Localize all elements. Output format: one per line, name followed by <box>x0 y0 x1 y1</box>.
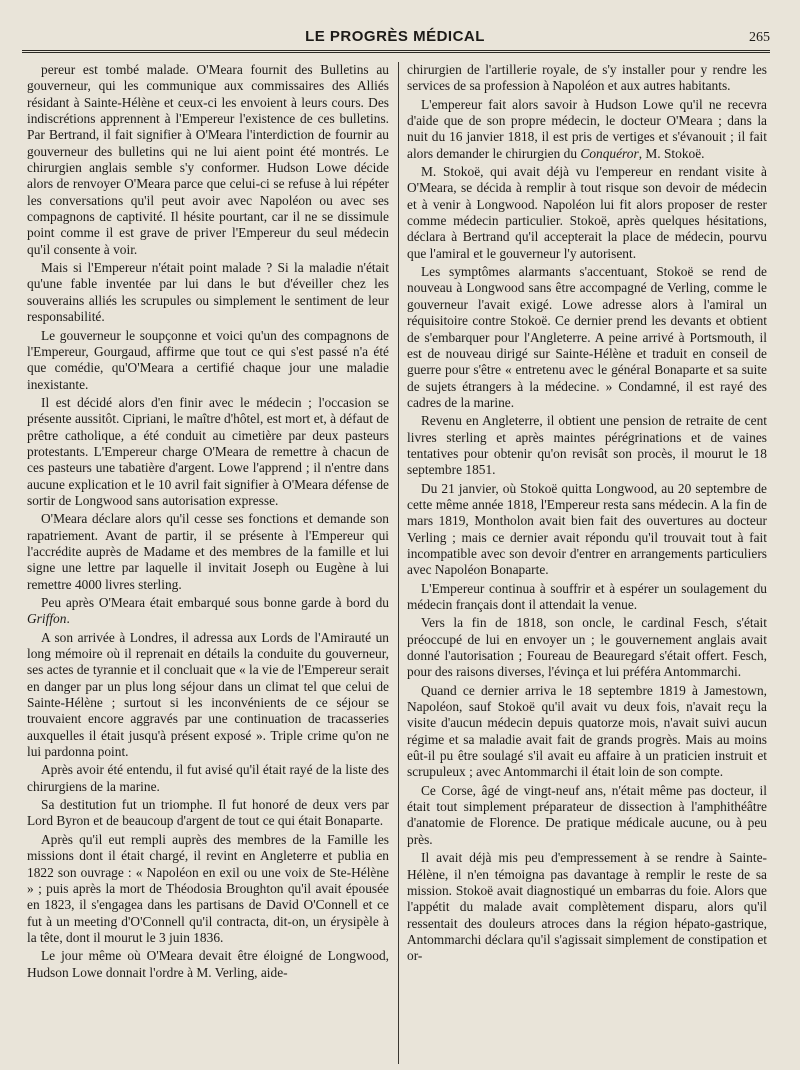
paragraph-text: Mais si l'Empereur n'était point malade ? Si la maladie n'était qu'une fable inventée par lui dans le but d'éveiller chez les souverains alliés les scrupules ou simplement le sentiment de leur responsabilité. <box>27 260 389 325</box>
paragraph-text: Quand ce dernier arriva le 18 septembre 1819 à Jamestown, Napoléon, sauf Stokoë qu'il avait vu deux fois, n'avait reçu la visite d'aucun médecin depuis quatorze mois, n'avait suivi aucun régime et sa maladie avait fait de grands progrès. Mais au moins eût-il pu être soulagé s'il avait eu affaire à un praticien instruit et scrupuleux ; avec Antommarchi il était loin de son compte. <box>407 682 767 780</box>
paragraph-text: Les symptômes alarmants s'accentuant, Stokoë se rend de nouveau à Longwood sans être accompagné de Verling, comme le gouverneur l'avait exigé. Lowe adresse alors à l'amiral un réquisitoire contre Stokoë. Ce dernier prend les devants et obtient de s'embarquer pour l'Angleterre. A peine arrivé à Portsmouth, il est de nouveau dirigé sur Sainte-Hélène et traduit en conseil de guerre pour s'être « entretenu avec le général Bonaparte et sa suite de sujets étrangers à la médecine. » Condamné, il est rayé des cadres de la marine. <box>407 264 767 410</box>
paragraph <box>27 395 389 509</box>
paragraph <box>27 511 389 593</box>
italic-ship-name: Griffon <box>27 611 67 627</box>
paragraph-text: Peu après O'Meara était embarqué sous bonne garde à bord du <box>41 595 389 610</box>
paragraph <box>407 413 767 478</box>
paragraph-text: Le jour même où O'Meara devait être éloigné de Longwood, Hudson Lowe donnait l'ordre à M. Verling, aide- <box>27 948 389 980</box>
paragraph <box>407 481 767 579</box>
header-rule <box>22 50 770 53</box>
paragraph-text: O'Meara déclare alors qu'il cesse ses fonctions et demande son rapatriement. Avant de partir, il se présente à l'Empereur qui l'accrédite auprès de Madame et des membres de la famille et lui signe une lettre par laquelle il invitait Joseph ou Eugène à lui remettre 4000 livres sterling. <box>27 511 389 592</box>
paragraph <box>407 581 767 614</box>
paragraph-text: M. Stokoë, qui avait déjà vu l'empereur en rendant visite à O'Meara, se décida à remplir à tout risque son devoir de médecin et à venir à Longwood. Napoléon lui fit alors proposer de rester comme médecin particulier. Stokoë, après quelques hésitations, déclara à Bertrand qu'il accepterait la place de médecin, pourvu que l'amiral et le gouverneur l'y autorisent. <box>407 164 767 261</box>
italic-ship-name: Conquéror <box>580 145 639 161</box>
paragraph-text: Sa destitution fut un triomphe. Il fut honoré de deux vers par Lord Byron et de beaucoup d'argent de tout ce qui était Bonaparte. <box>27 797 389 829</box>
paragraph <box>407 615 767 680</box>
paragraph <box>407 683 767 781</box>
paragraph-text: Après avoir été entendu, il fut avisé qu'il était rayé de la liste des chirurgiens de la marine. <box>27 762 389 794</box>
paragraph <box>407 850 767 964</box>
paragraph-text-tail: , M. Stokoë. <box>638 145 705 161</box>
paragraph-text: Revenu en Angleterre, il obtient une pension de retraite de cent livres sterling et après maintes pérégrinations et de vaines tentatives pour obtenir qu'on revisât son procès, il mourut le 18 septembre 1851. <box>407 413 767 478</box>
paragraph-text: A son arrivée à Londres, il adressa aux Lords de l'Amirauté un long mémoire où il reprenait en détails la conduite du gouverneur, ses actes de tyrannie et il concluait que « la vie de l'Empereur serait en danger par un plus long séjour dans un climat tel que celui de Sainte-Hélène ; surtout si les inconvénients de ce séjour se trouvaient encore aggravés par une continuation de tracasseries auxquelles il était jusqu'à présent exposé ». Triple crime qu'on ne lui pardonna point. <box>27 629 389 760</box>
journal-title: LE PROGRÈS MÉDICAL <box>305 28 485 45</box>
right-column <box>407 62 767 1064</box>
paragraph <box>407 264 767 411</box>
paragraph-text: Le gouverneur le soupçonne et voici qu'un des compagnons de l'Empereur, Gourgaud, affirme que tout ce qui s'est passé n'a été que comédie, qu'O'Meara a certifié chaque jour une maladie inexistante. <box>27 327 389 392</box>
paragraph <box>407 97 767 162</box>
paragraph <box>27 328 389 393</box>
paragraph-text: L'empereur fait alors savoir à Hudson Lowe qu'il ne recevra d'aide que de son propre médecin, le docteur O'Meara ; dans la nuit du 16 janvier 1818, il est pris de vertiges et s'évanouit ; il fait alors demander le chirurgien du <box>407 96 767 161</box>
left-column <box>27 62 389 1064</box>
paragraph-text: Du 21 janvier, où Stokoë quitta Longwood, au 20 septembre de cette même année 1818, l'Empereur resta sans médecin. A la fin de mars 1819, Montholon avait bien fait des ouvertures au docteur Verling ; mais ce dernier avait répondu qu'il trouvait tout à fait incompatible avec son devoir d'entrer en arrangements particuliers avec Napoléon Bonaparte. <box>407 480 767 578</box>
paragraph-text-tail: . <box>66 611 70 627</box>
paragraph <box>27 797 389 830</box>
running-header <box>20 24 770 48</box>
paragraph-text: Il avait déjà mis peu d'empressement à se rendre à Sainte-Hélène, il n'en témoigna pas davantage à remplir le reste de sa mission. Stokoë avait diagnostiqué un embarras du foie. Alors que l'appétit du malade avait complètement disparu, alors qu'il ressentait des douleurs atroces dans la région hépato-gastrique, Antommarchi déclara qu'il s'agissait simplement de constipation et or- <box>407 850 767 964</box>
paragraph <box>27 832 389 946</box>
paragraph <box>407 783 767 848</box>
paragraph-text: Après qu'il eut rempli auprès des membres de la Famille les missions dont il était chargé, il revint en Angleterre et publia en 1822 son ouvrage : « Napoléon en exil ou une voix de Ste-Hélène » ; puis après la mort de Théodosia Broughton qu'il avait épousée en 1823, il s'engagea dans les partisans de David O'Connell et ce fut à un meeting d'O'Connell qu'il contracta, dit-on, un érysipèle à la tête, dont il mourut le 3 juin 1836. <box>27 831 389 945</box>
paragraph-text: L'Empereur continua à souffrir et à espérer un soulagement du médecin français dont il attendait la venue. <box>407 580 767 612</box>
paragraph <box>27 62 389 258</box>
paragraph-text: chirurgien de l'artillerie royale, de s'y installer pour y rendre les services de sa profession à Napoléon et aux autres habitants. <box>407 62 767 94</box>
paragraph-text: Vers la fin de 1818, son oncle, le cardinal Fesch, s'était préoccupé de lui en envoyer un ; le gouvernement anglais avait donné l'autorisation ; Foureau de Beauregard s'était offert. Fesch, pour des raisons diverses, l'évinça et lui préféra Antommarchi. <box>407 615 767 680</box>
paragraph <box>27 762 389 795</box>
paragraph <box>27 630 389 761</box>
paragraph <box>27 948 389 981</box>
paragraph <box>27 260 389 325</box>
paragraph-text: Ce Corse, âgé de vingt-neuf ans, n'était même pas docteur, il était tout simplement préparateur de dissection à l'amphithéâtre d'anatomie de Florence. De pratique médicale aucune, ou à peu près. <box>407 782 767 847</box>
column-divider <box>398 62 399 1064</box>
paragraph <box>407 164 767 262</box>
paragraph-text: pereur est tombé malade. O'Meara fournit des Bulletins au gouverneur, qui les communique aux commissaires des Alliés résidant à Sainte-Hélène et ceux-ci les envoient à leurs cours. Des indiscrétions apprennent à l'Empereur l'existence de ces bulletins. Par Bertrand, il fait signifier à O'Meara l'interdiction de fournir au gouverneur des bulletins qui ne lui aient point été montrés. Le chirurgien anglais semble s'y conformer. Hudson Lowe décide alors de renvoyer O'Meara parce que celui-ci se refuse à lui répéter les conversations qu'il peut avoir avec Napoléon ou avec ses compagnons de captivité. Il hésite pourtant, car il ne se dissimule point comme il est grave de priver l'Empereur du seul médecin qu'il consente à voir. <box>27 62 389 257</box>
paragraph-text: Il est décidé alors d'en finir avec le médecin ; l'occasion se présente aussitôt. Cipriani, le maître d'hôtel, est mort et, à défaut de prêtre catholique, a été conduit au cimetière par deux pasteurs protestants. L'Empereur charge O'Meara de remettre à chacun de ces pasteurs une tabatière d'argent. Lowe l'apprend ; il n'entre dans aucune explication et le 10 avril fait signifier à O'Meara défense de sortir de Longwood sans autorisation expresse. <box>27 394 389 508</box>
paragraph <box>407 62 767 95</box>
paragraph <box>27 595 389 628</box>
page-number: 265 <box>749 30 770 45</box>
